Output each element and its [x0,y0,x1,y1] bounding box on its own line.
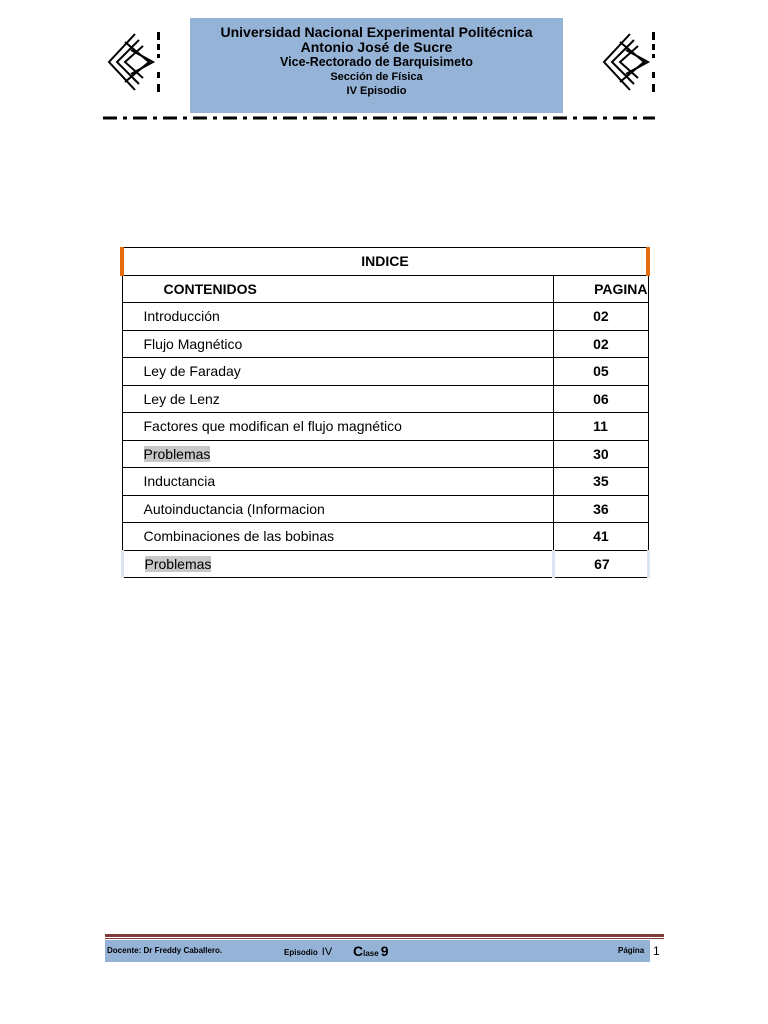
content-cell [122,550,554,578]
page-cell: 02 [554,330,648,358]
content-text: Flujo Magnético [143,335,243,352]
footer-pagina-label: Página [618,946,645,955]
table-row [122,550,648,578]
vice-rectorado: Vice-Rectorado de Barquisimeto [280,55,473,69]
footer-docente: Docente: Dr Freddy Caballero. [107,946,223,955]
table-row [122,523,648,551]
page-cell: 30 [554,440,648,468]
content-text-highlighted: Problemas [144,555,212,572]
footer-episodio-label: Episodio [284,948,318,957]
page-cell: 35 [554,468,648,496]
content-cell [122,495,554,523]
table-row [122,303,648,331]
content-text: Factores que modifican el flujo magnético [143,418,402,435]
university-logo-right-icon [590,28,660,98]
content-cell [122,385,554,413]
content-text: Ley de Lenz [143,390,220,407]
page-cell: 11 [554,413,648,441]
content-cell [122,440,554,468]
university-name: Universidad Nacional Experimental Politécnica [220,24,533,40]
university-logo-left-icon [95,28,165,98]
table-row [122,495,648,523]
footer-clase-number: 9 [380,943,389,959]
page-cell: 02 [554,303,648,331]
content-cell [122,413,554,441]
index-title: INDICE [122,248,648,276]
table-row [122,330,648,358]
content-cell [122,468,554,496]
index-title-row [122,248,648,276]
page-cell: 41 [554,523,648,551]
content-text-highlighted: Problemas [143,445,211,462]
section-name: Sección de Física [330,71,423,83]
column-header-contents: CONTENIDOS [122,275,554,303]
table-row [122,358,648,386]
header-dash-divider [103,116,655,120]
page-cell: 36 [554,495,648,523]
index-header-row [122,275,648,303]
page-cell: 67 [554,550,648,578]
content-cell [122,523,554,551]
column-header-page: PAGINA [554,275,648,303]
university-subname: Antonio José de Sucre [300,39,453,55]
footer-clase-initial: C [353,943,364,959]
footer-rule-thick [105,934,664,937]
episode-name: IV Episodio [346,85,407,97]
footer-clase [353,943,389,959]
footer-page-number: 1 [653,944,660,958]
header-title-box [190,18,563,113]
table-row [122,440,648,468]
table-row [122,385,648,413]
content-cell [122,358,554,386]
table-row [122,468,648,496]
index-table [120,247,650,578]
footer-rule-thin [105,938,664,939]
page-cell: 06 [554,385,648,413]
content-cell [122,330,554,358]
content-text: Combinaciones de las bobinas [143,528,335,545]
content-text: Inductancia [143,473,216,490]
table-row [122,413,648,441]
footer-episodio [284,946,332,958]
content-cell [122,303,554,331]
page-cell: 05 [554,358,648,386]
footer-clase-rest: lase [363,949,379,958]
content-text: Introducción [143,308,220,325]
content-text: Ley de Faraday [143,363,241,380]
footer-episodio-number: IV [321,946,333,958]
content-text: Autoinductancia (Informacion [143,500,325,517]
